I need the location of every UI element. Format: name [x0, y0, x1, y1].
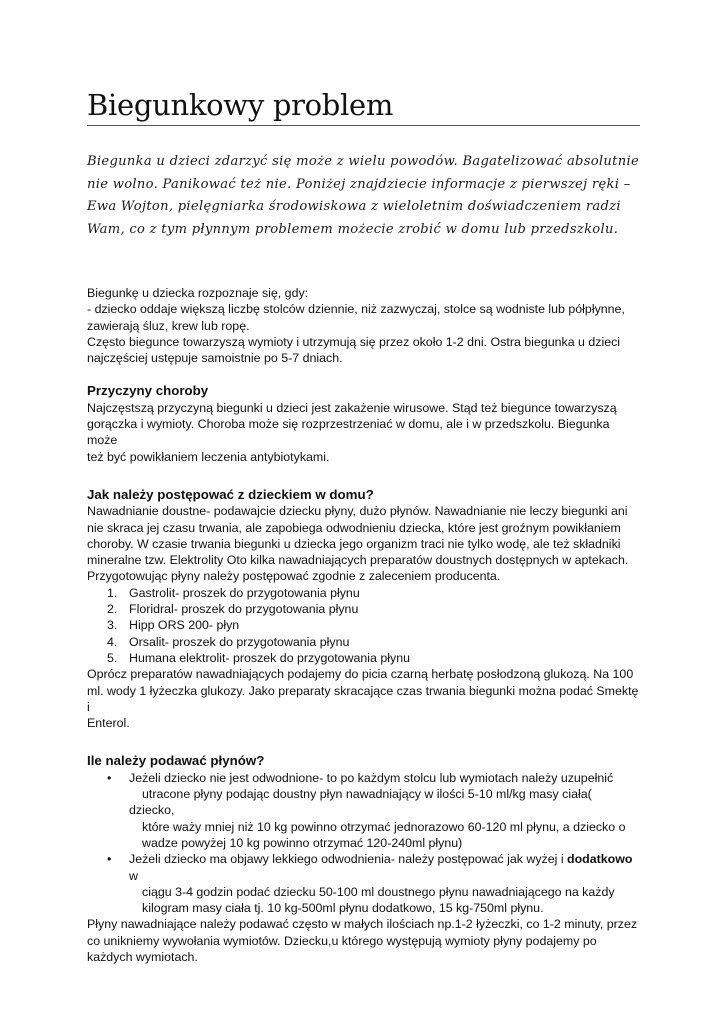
text-line: które waży mniej niż 10 kg powinno otrzymać jednorazowo 60-120 ml płynu, a dziecko o — [142, 819, 626, 834]
list-number: 5. — [107, 650, 118, 665]
lead-paragraph — [87, 151, 640, 241]
text-line: choroby. W czasie trwania biegunki u dziecka jego organizm traci nie tylko wodę, ale też składniki — [87, 536, 621, 551]
text-fragment: Jeżeli dziecko ma objawy lekkiego odwodnienia- należy postępować jak wyżej i — [129, 852, 568, 867]
text-line: - dziecko oddaje większą liczbę stolców dziennie, niż zazwyczaj, stolce są wodniste lub półpłynne, — [87, 302, 625, 317]
list-item — [87, 770, 640, 851]
section-heading-causes: Przyczyny choroby — [87, 383, 209, 399]
list-number: 1. — [107, 585, 118, 600]
fluids-bullet-list — [87, 770, 640, 917]
list-item — [87, 851, 640, 916]
list-item-text: Humana elektrolit- proszek do przygotowania płynu — [129, 650, 410, 665]
list-item — [87, 634, 640, 650]
additional-drinks-paragraph — [87, 666, 640, 731]
text-line: Jeżeli dziecko nie jest odwodnione- to po każdym stolcu lub wymiotach należy uzupełnić — [129, 770, 614, 785]
list-item — [87, 601, 640, 617]
causes-paragraph — [87, 400, 640, 465]
text-line: co unikniemy wywołania wymiotów. Dziecku,u którego występują wymioty płyny podajemy po — [87, 933, 597, 948]
list-item-text: Floridral- proszek do przygotowania płynu — [129, 602, 359, 617]
text-line: ml. wody 1 łyżeczka glukozy. Jako preparaty skracające czas trwania biegunki można podać Smektę i — [87, 683, 639, 714]
lead-line: Biegunka u dzieci zdarzyć się może z wielu powodów. Bagatelizować absolutnie — [87, 154, 639, 169]
list-item — [87, 585, 640, 601]
text-line: kilogram masy ciała tj. 10 kg-500ml płynu dodatkowo, 15 kg-750ml płynu. — [142, 901, 544, 916]
list-number: 3. — [107, 618, 118, 633]
preparations-list — [87, 585, 640, 666]
text-line: zawierają śluz, krew lub ropę. — [87, 318, 250, 333]
list-item-text: Gastrolit- proszek do przygotowania płynu — [129, 585, 360, 600]
list-item-text: Orsalit- proszek do przygotowania płynu — [129, 634, 350, 649]
section-heading-fluids: Ile należy podawać płynów? — [87, 753, 265, 769]
text-line: Najczęstszą przyczyną biegunki u dzieci jest zakażenie wirusowe. Stąd też biegunce towarzyszą — [87, 400, 617, 415]
lead-line: nie wolno. Panikować też nie. Poniżej znajdziecie informacje z pierwszej ręki – — [87, 176, 631, 192]
home-care-paragraph — [87, 503, 640, 584]
text-line: najczęściej ustępuje samoistnie po 5-7 dniach. — [87, 351, 343, 366]
title-divider — [87, 125, 640, 126]
text-fragment: w — [129, 868, 138, 883]
text-line: nie skraca jej czasu trwania, ale zapobiega odwodnieniu dziecka, które jest groźnym powikłaniem — [87, 520, 621, 535]
bullet-icon: • — [107, 852, 112, 867]
list-item — [87, 617, 640, 633]
text-line: Enterol. — [87, 716, 130, 731]
text-line: utracone płyny podając doustny płyn nawadniający w ilości 5-10 ml/kg masy ciała( dziecko, — [129, 787, 592, 818]
text-line: Nawadnianie doustne- podawajcie dziecku płyny, dużo płynów. Nawadnianie nie leczy biegunki ani — [87, 504, 628, 519]
text-line: też być powikłaniem leczenia antybiotykami. — [87, 449, 330, 464]
text-line: ciągu 3-4 godzin podać dziecku 50-100 ml doustnego płynu nawadniającego na każdy — [142, 884, 615, 899]
text-line: gorączka i wymioty. Choroba może się rozprzestrzeniać w domu, ale i w przedszkolu. Biegunka może — [87, 417, 610, 448]
text-line: Przygotowując płyny należy postępować zgodnie z zaleceniem producenta. — [87, 569, 501, 584]
page-title: Biegunkowy problem — [87, 88, 394, 122]
list-number: 2. — [107, 602, 118, 617]
article-body — [87, 285, 640, 965]
lead-line: Ewa Wojton, pielęgniarka środowiskowa z wieloletnim doświadczeniem radzi — [87, 199, 621, 214]
text-line: wadze powyżej 10 kg powinno otrzymać 120-240ml płynu) — [142, 835, 463, 850]
list-item — [87, 650, 640, 666]
text-line: Płyny nawadniające należy podawać często w małych ilościach np.1-2 łyżeczki, co 1-2 minuty, przez — [87, 917, 638, 932]
section-heading-home-care: Jak należy postępować z dzieckiem w domu? — [87, 486, 374, 502]
text-line: mineralne tzw. Elektrolity Oto kilka nawadniających preparatów doustnych dostępnych w aptekach. — [87, 553, 629, 568]
fluids-paragraph — [87, 916, 640, 965]
list-item-text: Hipp ORS 200- płyn — [129, 618, 240, 633]
text-line: Oprócz preparatów nawadniających podajemy do picia czarną herbatę posłodzoną glukozą. Na 100 — [87, 667, 634, 682]
text-line: każdych wymiotach. — [87, 949, 198, 964]
text-line: Biegunkę u dziecka rozpoznaje się, gdy: — [87, 286, 309, 300]
lead-line: Wam, co z tym płynnym problemem możecie zrobić w domu lub przedszkolu. — [87, 221, 619, 237]
text-line: Często biegunce towarzyszą wymioty i utrzymują się przez około 1-2 dni. Ostra biegunka u dzieci — [87, 334, 621, 349]
bullet-icon: • — [107, 770, 112, 785]
list-number: 4. — [107, 634, 118, 649]
intro-paragraph — [87, 285, 640, 366]
emphasis-text: dodatkowo — [567, 852, 633, 867]
